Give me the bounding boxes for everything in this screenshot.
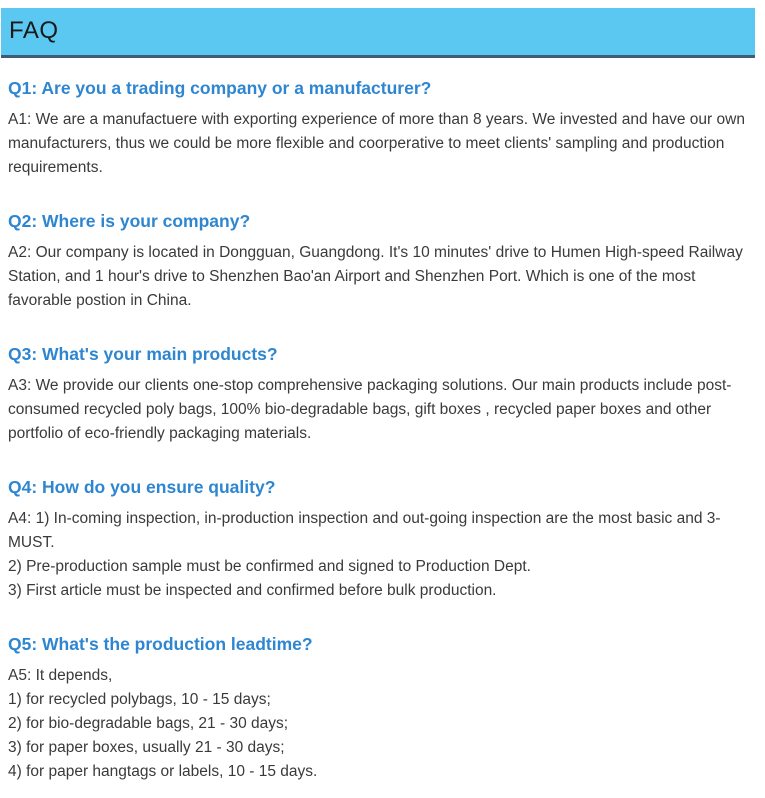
- faq-answer-line: A5: It depends,: [8, 667, 113, 684]
- faq-answer: [8, 664, 755, 784]
- faq-answer-line: A3: We provide our clients one-stop comprehensive packaging solutions. Our main products include post-consumed recycled poly bags, 100% bio-degradable bags, gift boxes , recycled paper boxes and other portfolio of eco-friendly packaging materials.: [8, 377, 732, 442]
- faq-item: [8, 476, 755, 603]
- faq-question: Q2: Where is your company?: [8, 211, 251, 231]
- faq-answer-line: 1) for recycled polybags, 10 - 15 days;: [8, 691, 271, 708]
- faq-question: Q4: How do you ensure quality?: [8, 477, 276, 497]
- faq-list: [0, 77, 765, 798]
- faq-banner: [1, 8, 755, 58]
- faq-answer: [8, 507, 755, 603]
- faq-answer-line: 4) for paper hangtags or labels, 10 - 15 days.: [8, 763, 318, 780]
- faq-answer: [8, 374, 755, 446]
- faq-answer: [8, 241, 755, 313]
- faq-answer-line: 3) First article must be inspected and confirmed before bulk production.: [8, 582, 497, 599]
- faq-answer: [8, 108, 755, 180]
- faq-banner-title: FAQ: [9, 17, 59, 44]
- faq-answer-line: A4: 1) In-coming inspection, in-production inspection and out-going inspection are the most basic and 3-MUST.: [8, 510, 721, 551]
- faq-answer-line: A2: Our company is located in Dongguan, Guangdong. It's 10 minutes' drive to Humen High-speed Railway Station, and 1 hour's drive to Shenzhen Bao'an Airport and Shenzhen Port. Which is one of the most favorable postion in China.: [8, 244, 743, 309]
- faq-item: [8, 77, 755, 180]
- faq-item: [8, 343, 755, 446]
- faq-answer-line: 3) for paper boxes, usually 21 - 30 days;: [8, 739, 285, 756]
- faq-question: Q5: What's the production leadtime?: [8, 634, 313, 654]
- faq-answer-line: A1: We are a manufactuere with exporting experience of more than 8 years. We invested and have our own manufacturers, thus we could be more flexible and coorperative to meet clients' sampling and production requirements.: [8, 111, 745, 176]
- faq-answer-line: 2) Pre-production sample must be confirmed and signed to Production Dept.: [8, 558, 531, 575]
- faq-item: [8, 210, 755, 313]
- faq-item: [8, 633, 755, 784]
- faq-question: Q3: What's your main products?: [8, 344, 278, 364]
- faq-question: Q1: Are you a trading company or a manufacturer?: [8, 78, 432, 98]
- faq-answer-line: 2) for bio-degradable bags, 21 - 30 days;: [8, 715, 289, 732]
